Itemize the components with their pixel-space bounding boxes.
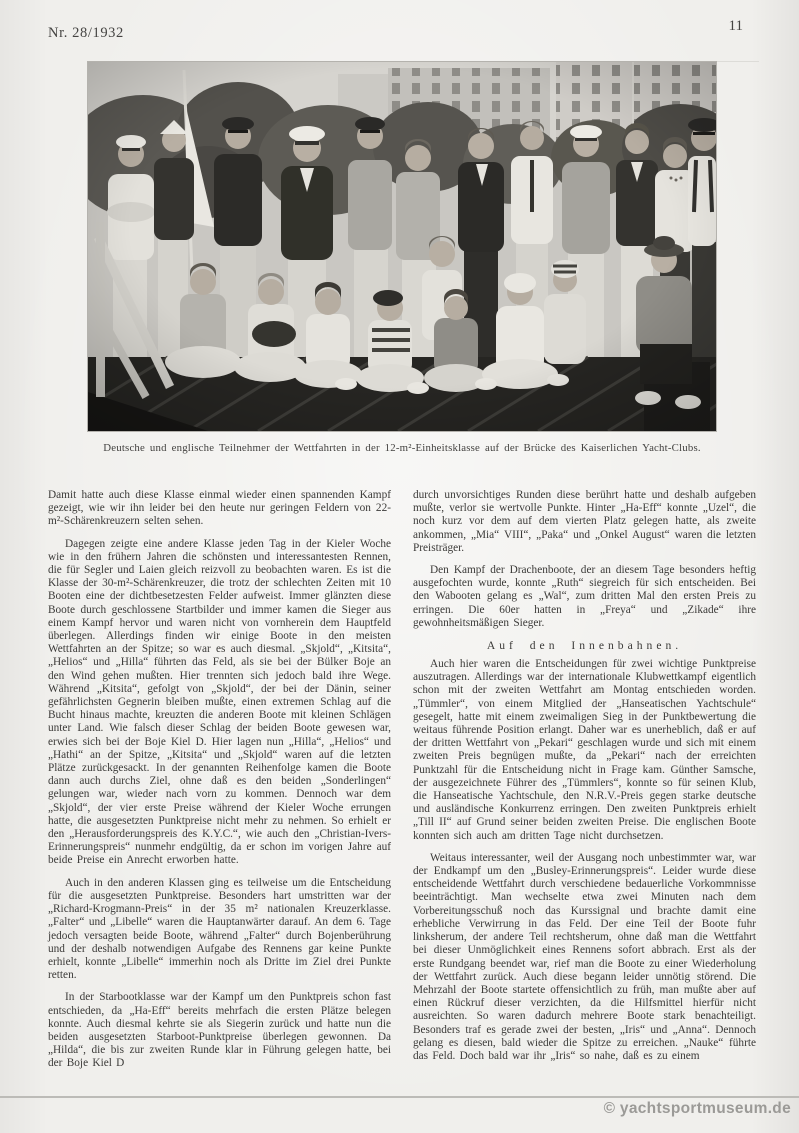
paragraph: Dagegen zeigte eine andere Klasse jeden Tag in der Kieler Woche wie in den frühern Jahren die schönsten und interessantesten Rennen, die für Segler und Laien gleich reizvoll zu beobachten waren. Es ist die Klasse der 30-m²-Schärenkreuzer, die trotz der schlechten Zeiten mit 10 Booten eine der dichtbesetzesten Felder aufweist. Immer glänzten diese Boote durch geschlossene Startbilder und immer kamen die Sieger aus einem Kampf hervor und waren nicht von vornherein dem Hauptfeld überlegen. Allerdings finden wir einige Boote in den meisten Wettfahrten an der Spitze; so war es auch diesmal. „Skjold“, „Kitsita“, „Helios“ und „Hilla“ führten das Feld, als sie bei der Bülker Boje an den Wind gehen mußten. Hier trennten sich jedoch bald ihre Wege. Während „Kitsita“, gefolgt von „Skjold“, der bei der Dänin, seiner gefährlichsten Gegnerin bleiben mußte, einen extremen Schlag auf die Bucht hinaus machte, kreuzten die anderen Boote mit kleinen Schlägen unter Land. Wie falsch dieser Schlag der beiden Boote gewesen war, erwies sich bei der Boje Kiel D. Hier lagen nun „Hilla“, „Helios“ und „Hathi“ an der Spitze, „Kitsita“ und „Skjold“ waren auf die letzten Plätze zurückgesackt. In der genannten Reihenfolge kamen die Boote dann auch durchs Ziel, ohne daß es den beiden „Sonderlingen“ gelungen war, wieder nach vorn zu kommen. Dennoch war dem „Skjold“, der vier erste Preise während der Kieler Woche errungen hatte, die ausgesetzten Punktpreise nicht mehr zu nehmen. So erhielt er den „Herausforderungspreis des K.Y.C.“, wie auch den „Christian-Ivers-Erinnerungspreis“ nunmehr endgültig, da er schon im vorigen Jahre auf beide Preise ein Anrecht erworben hatte. bbox=[48, 537, 391, 867]
footer-rule bbox=[0, 1096, 799, 1098]
paragraph: Weitaus interessanter, weil der Ausgang noch unbestimmter war, war der Endkampf um den „Busley-Erinnerungspreis“. Leider wurde diese entscheidende Wettfahrt durch verschiedene bedauerliche Vorkommnisse beeinträchtigt. Man wechselte etwa zwei Minuten nach dem Vorbereitungsschuß noch das Kurssignal und brachte damit eine erhebliche Verwirrung in das Feld. Der eine Teil der Boote fuhr linksherum, der andere Teil rechtsherum, ohne daß man die Wettfahrt bei dieser Unmöglichkeit eines Rennens sofort abbrach. Erst als der erste Rundgang beendet war, rief man die Boote zu einer Wiederholung der Wettfahrt zurück. Auch diese begann leider unnötig störend. Die Mehrzahl der Boote startete offensichtlich zu früh, man mußte aber auf einen Rückruf dieser verzichten, da die Hilfsmittel hierfür nicht ausreichten. So waren dadurch mehrere Boote stark benachteiligt. Besonders traf es gerade zwei der besten, „Iris“ und „Anna“. Dennoch gelang es diesen, bald wieder die Spitze zu erreichen. „Nauke“ führte das Feld. Doch bald war ihr „Iris“ so nahe, daß es zu einem bbox=[413, 851, 756, 1062]
right-column bbox=[413, 489, 756, 1080]
group-photo-illustration bbox=[88, 62, 716, 431]
page-number: 11 bbox=[728, 18, 743, 34]
issue-number: Nr. 28/1932 bbox=[48, 25, 124, 41]
paragraph: Auch hier waren die Entscheidungen für zwei wichtige Punktpreise auszutragen. Allerdings war der internationale Klubwettkampf eigentlich schon mit der zweiten Wettfahrt am Montag entschieden worden. „Tümmler“, von einem Mitglied der „Hanseatischen Yachtschule“ gesegelt, hatte mit einem zweimaligen Sieg in der Punktbewertung die weitaus führende Position erlangt. Daher war es unerheblich, daß er auf der dritten Wettfahrt von „Pekari“ geschlagen wurde und sich mit einem zweiten Preis begnügen mußte, da „Pekari“ nach der erreichten Punktzahl für die Entscheidung nicht in Frage kam. Günther Samsche, der ausgezeichnete Führer des „Tümmlers“, konnte so für seinen Klub, die Hanseatische Yachtschule, den N.R.V.-Preis gegen starke deutsche und ausländische Konkurrenz erringen. Den zweiten Punktpreis erhielt „Till II“ auf Grund seiner beiden zweiten Preise. Die englischen Boote konnten sich auch am dritten Tage nicht durchsetzen. bbox=[413, 658, 756, 842]
article-body bbox=[48, 489, 757, 1080]
paragraph: durch unvorsichtiges Runden diese berührt hatte und deshalb aufgeben mußte, verlor sie wertvolle Punkte. Hinter „Ha-Eff“ konnte „Uzel“, die noch kurz vor dem auf dem vierten Platz gelegen hatte, als zweite ankommen, „Mia“ VIII“, „Paka“ und „Onkel August“ waren die letzten Preisträger. bbox=[413, 489, 756, 554]
section-heading: Auf den Innenbahnen. bbox=[486, 639, 683, 653]
group-photo bbox=[88, 62, 716, 431]
photo-caption: Deutsche und englische Teilnehmer der Wettfahrten in der 12-m²-Einheitsklasse auf der Brücke des Kaiserlichen Yacht-Clubs. bbox=[103, 442, 701, 454]
copyright-notice: © yachtsportmuseum.de bbox=[603, 1100, 791, 1117]
paragraph: Auch in den anderen Klassen ging es teilweise um die Entscheidung für die ausgesetzten Punktpreise. Besonders hart umstritten war der „Richard-Krogmann-Preis“ in der 35 m² nationalen Kreuzerklasse. „Falter“ und „Libelle“ waren die Hauptanwärter darauf. An dem 6. Tage jedoch versagten beide Boote, während „Falter“ durch Bojenberührung und der deshalb notwendigen Aufgabe des Rennens gar keine Punkte erhielt, konnte „Libelle“ immerhin noch als Dritte im Ziel drei Punkte retten. bbox=[48, 876, 391, 982]
left-column bbox=[48, 489, 391, 1080]
paragraph: Den Kampf der Drachenboote, der an diesem Tage besonders heftig ausgefochten wurde, konnte „Ruth“ siegreich für sich entscheiden. Bei den Wabooten gelang es „Wal“, zum dritten Mal den ersten Preis zu erringen. Die 60er hatten in „Freya“ und „Zikade“ ihre gewohnheitsmäßigen Sieger. bbox=[413, 564, 756, 629]
paragraph: Damit hatte auch diese Klasse einmal wieder einen spannenden Kampf gezeigt, wie wir ihn leider bei den heute nur geringen Feldern von 22-m²-Schärenkreuzern selten sehen. bbox=[48, 489, 391, 528]
paragraph: In der Starbootklasse war der Kampf um den Punktpreis schon fast entschieden, da „Ha-Eff“ bereits mehrfach die ersten Plätze belegen konnte. Auch diesmal kehrte sie als Siegerin zurück und hatte nun die beiden ausgesetzten Starboot-Punktpreise überlegen gewonnen. Da „Hilda“, die bis zur zweiten Runde klar in Führung gelegen hatte, bei der Boje Kiel D bbox=[48, 991, 391, 1070]
